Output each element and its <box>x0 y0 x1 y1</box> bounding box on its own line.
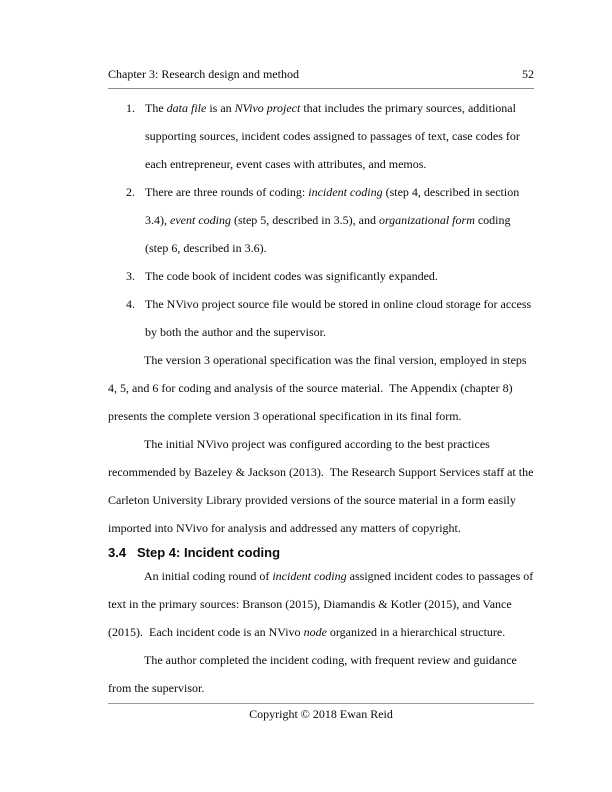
footer-copyright: Copyright © 2018 Ewan Reid <box>249 707 393 721</box>
page-content <box>108 66 534 724</box>
list-item-text: There are three rounds of coding: incident coding (step 4, described in section 3.4), event coding (step 5, described in 3.5), and organizational form coding (step 6, described in 3.6). <box>145 185 520 255</box>
section-heading <box>108 544 534 562</box>
list-item <box>126 178 534 262</box>
body-paragraph: The initial NVivo project was configured according to the best practices recommended by Bazeley & Jackson (2013). The Research Support Services staff at the Carleton University Library provided versions of the source material in a form easily imported into NVivo for analysis and addressed any matters of copyright. <box>108 437 534 535</box>
body-paragraph: The author completed the incident coding, with frequent review and guidance from the supervisor. <box>108 653 517 695</box>
list-item-text: The code book of incident codes was significantly expanded. <box>145 269 438 283</box>
list-item-number: 1. <box>126 101 135 115</box>
list-item <box>126 290 534 346</box>
body-paragraph: An initial coding round of incident coding assigned incident codes to passages of text in the primary sources: Branson (2015), Diamandis & Kotler (2015), and Vance (2015). Each incident code is an NVivo node organized in a hierarchical structure. <box>108 569 534 639</box>
numbered-list <box>126 94 534 346</box>
running-header <box>108 66 534 82</box>
list-item-number: 3. <box>126 269 135 283</box>
section-number: 3.4 <box>108 545 127 560</box>
body-paragraph: The version 3 operational specification was the final version, employed in steps 4, 5, and 6 for coding and analysis of the source material. The Appendix (chapter 8) presents the complete version 3 operational specification in its final form. <box>108 353 527 423</box>
header-rule <box>108 88 534 89</box>
section-title: Step 4: Incident coding <box>137 545 281 560</box>
header-title: Chapter 3: Research design and method <box>108 67 299 81</box>
header-page-number: 52 <box>522 67 534 81</box>
list-item-text: The NVivo project source file would be stored in online cloud storage for access by both the author and the supervisor. <box>145 297 532 339</box>
list-item <box>126 262 534 290</box>
list-item-number: 4. <box>126 297 135 311</box>
list-item-text: The data file is an NVivo project that includes the primary sources, additional supporting sources, incident codes assigned to passages of text, case codes for each entrepreneur, event cases with attributes, and memos. <box>145 101 520 171</box>
list-item-number: 2. <box>126 185 135 199</box>
document-body <box>108 94 534 702</box>
list-item <box>126 94 534 178</box>
